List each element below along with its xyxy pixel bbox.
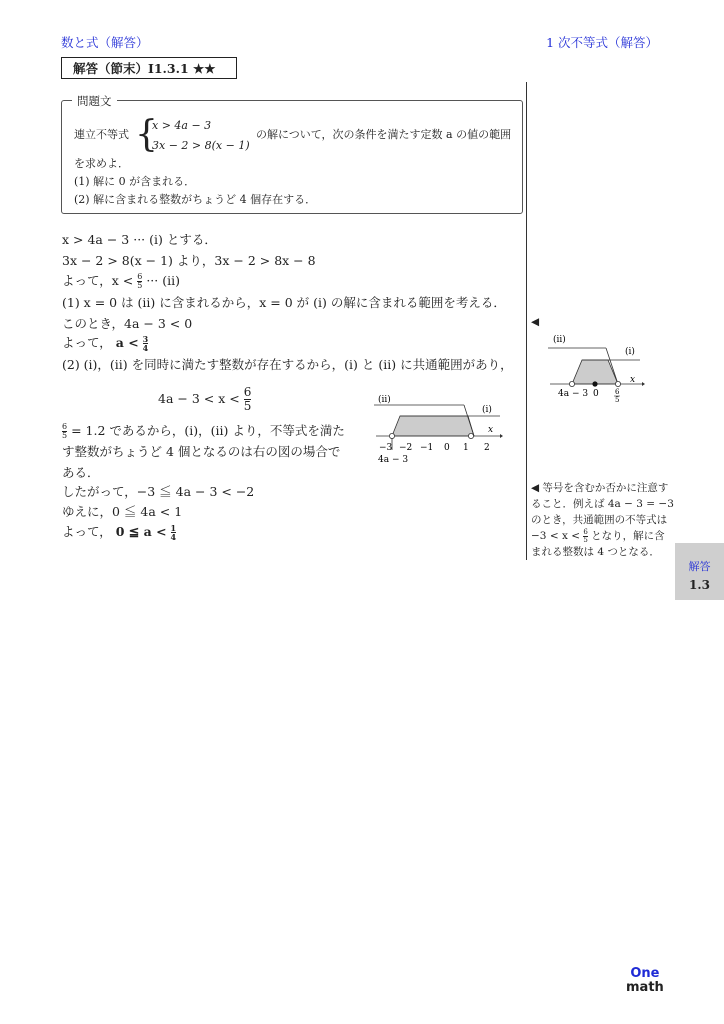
side-label-0: 0: [593, 389, 599, 399]
side-label-ii: (ii): [553, 335, 566, 345]
solution-line-13: よって， 0 ≦ a < $\frac{1}{4}$: [62, 523, 177, 542]
open-point-left: [389, 433, 394, 438]
problem-ineq-2: 3x − 2 > 8(x − 1): [152, 139, 250, 152]
side-open-right: [615, 381, 620, 386]
solution-line-11: したがって，−3 ≦ 4a − 3 < −2: [62, 484, 255, 499]
problem-label: 問題文: [72, 93, 117, 109]
problem-ineq-1: x > 4a − 3: [152, 119, 212, 132]
problem-tail: の解について，次の条件を満たす定数 a の値の範囲: [256, 128, 512, 141]
solution-line-6: よって， a < $\frac{3}{4}$: [62, 334, 149, 353]
side-label-den: 5: [615, 396, 620, 402]
side-label-num: 6: [615, 388, 620, 396]
axis-label: x: [488, 425, 494, 435]
problem-intro: 連立不等式: [74, 128, 129, 141]
number-line-figure: [372, 388, 504, 468]
tab-label: 解答: [688, 560, 711, 573]
column-divider: [526, 82, 527, 560]
label-4a-3: 4a − 3: [378, 455, 409, 465]
tick-0: 0: [444, 443, 450, 453]
solution-line-9: す整数がちょうど 4 個となるのは右の図の場合で: [62, 444, 341, 459]
solution-line-3: よって，x < $\frac{6}{5}$ ··· (ii): [62, 272, 180, 290]
side-label-4a-3: 4a − 3: [558, 389, 589, 399]
label-ii: (ii): [378, 395, 391, 405]
tick-neg3: −3: [379, 443, 393, 453]
solution-line-1: x > 4a − 3 ··· (i) とする．: [62, 232, 217, 247]
solution-line-2: 3x − 2 > 8(x − 1) より，3x − 2 > 8x − 8: [62, 253, 316, 268]
open-point-right: [468, 433, 473, 438]
tab-number: 1.3: [689, 578, 710, 592]
header-left: 数と式（解答）: [61, 35, 149, 50]
common-range-shade: [392, 416, 474, 436]
problem-item-1: (1) 解に 0 が含まれる．: [74, 175, 196, 188]
side-note: ◀ 等号を含むか否かに注意す ること．例えば 4a − 3 = −3 のとき，共通範囲の不等式は −3 < x < $\frac{6}{5}$ となり，解に含 まれる整数は 4 つとなる．: [531, 482, 674, 558]
side-axis-arrow: [642, 382, 645, 386]
onemath-logo: One math: [626, 966, 664, 995]
section-tab[interactable]: [675, 543, 724, 600]
tick-1: 1: [463, 443, 469, 453]
header-right: 1 次不等式（解答）: [546, 35, 658, 50]
axis-arrow: [500, 434, 503, 438]
side-note-arrow: ◀: [531, 482, 540, 494]
side-open-left: [569, 381, 574, 386]
problem-tail-2: を求めよ．: [74, 157, 129, 170]
solution-line-10: ある．: [62, 465, 100, 480]
label-i: (i): [482, 405, 492, 415]
system-brace: {: [135, 114, 158, 155]
solution-line-4: (1) x = 0 は (ii) に含まれるから，x = 0 が (i) の解に含まれる範囲を考える．: [62, 295, 506, 310]
solution-display: 4a − 3 < x < $\frac{6}{5}$: [158, 385, 252, 413]
tick-2: 2: [484, 443, 490, 453]
solution-line-8: $\frac{6}{5}$ = 1.2 であるから，(i)，(ii) より，不等式を満た: [62, 422, 345, 440]
problem-item-2: (2) 解に含まれる整数がちょうど 4 個存在する．: [74, 193, 317, 206]
side-arrow-1: ◀: [531, 316, 540, 328]
solution-line-12: ゆえに，0 ≦ 4a < 1: [62, 504, 183, 519]
tick-neg1: −1: [420, 443, 434, 453]
section-title: 解答（節末）I1.3.1 ★★: [61, 57, 237, 79]
side-axis-label: x: [630, 375, 636, 385]
side-zero-point: [592, 381, 597, 386]
side-number-line-figure: [546, 330, 648, 402]
tick-neg2: −2: [399, 443, 413, 453]
side-label-i: (i): [625, 347, 635, 357]
solution-line-5: このとき，4a − 3 < 0: [62, 316, 193, 331]
solution-line-7: (2) (i)，(ii) を同時に満たす整数が存在するから，(i) と (ii) に共通範囲があり，: [62, 357, 513, 372]
